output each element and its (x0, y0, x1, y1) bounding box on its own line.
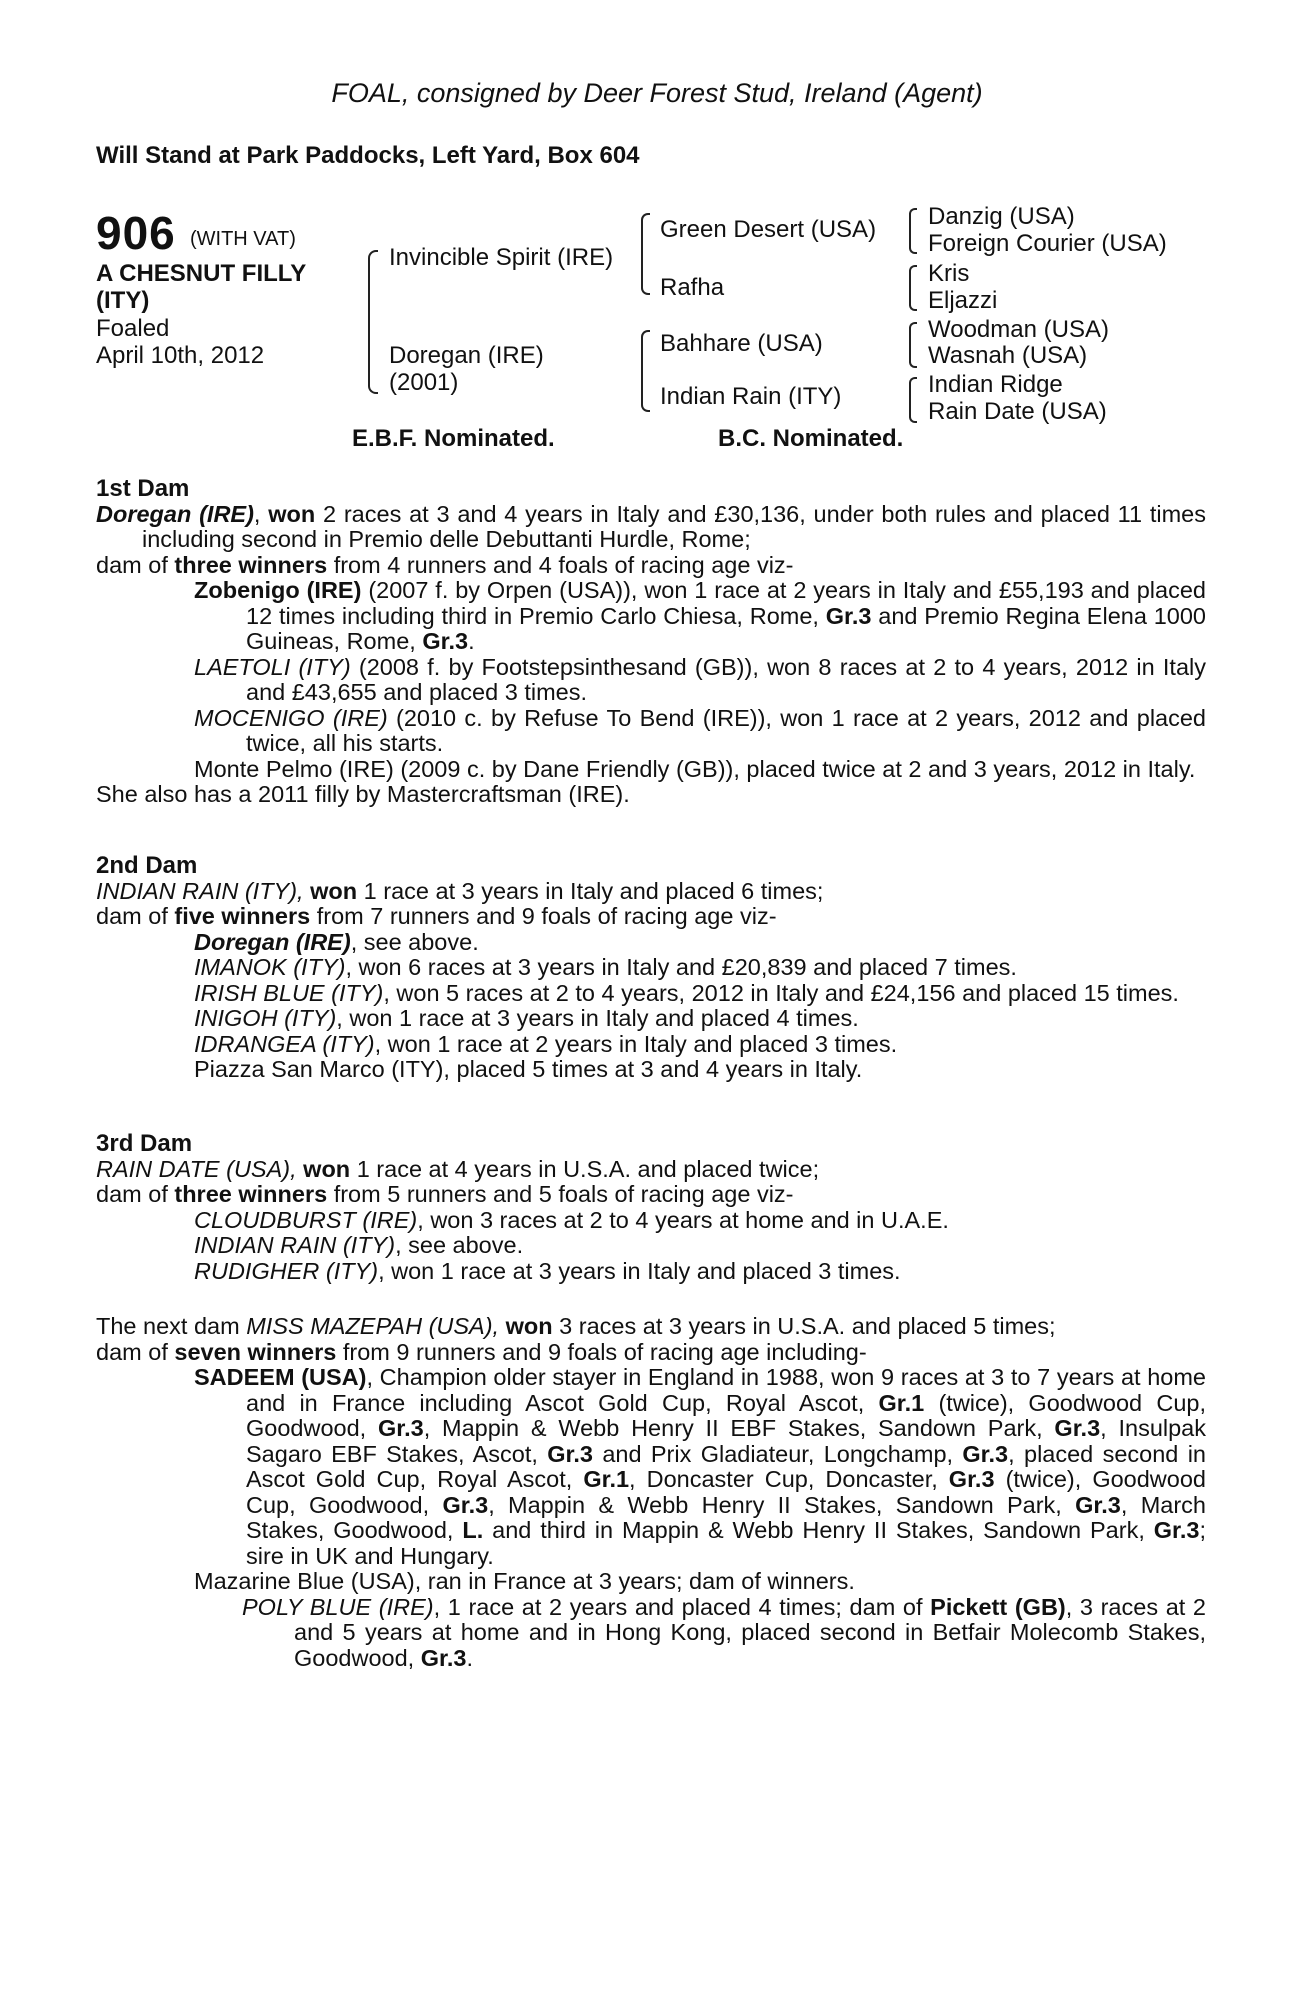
foaled-label: Foaled (96, 315, 170, 342)
vat-label: (WITH VAT) (190, 228, 296, 250)
produce-name: POLY BLUE (IRE) (242, 1593, 434, 1620)
produce-entry: IRISH BLUE (ITY), won 5 races at 2 to 4 years, 2012 in Italy and £24,156 and placed 15 times. (194, 979, 1179, 1006)
dam-name: RAIN DATE (USA), (96, 1155, 297, 1182)
first-dam-section (96, 476, 1206, 808)
pedigree-brace (641, 330, 650, 412)
dam-record: The next dam MISS MAZEPAH (USA), won 3 races at 3 years in U.S.A. and placed 5 times; (96, 1313, 1056, 1339)
produce-name: IRISH BLUE (ITY) (194, 979, 384, 1006)
pedigree-brace (368, 250, 378, 394)
produce-entry: IMANOK (ITY), won 6 races at 3 years in Italy and £20,839 and placed 7 times. (194, 954, 1017, 980)
section-heading: 1st Dam (96, 475, 190, 502)
dam-record: INDIAN RAIN (ITY), won 1 race at 3 years in Italy and placed 6 times; (96, 877, 824, 904)
section-heading: 3rd Dam (96, 1130, 193, 1157)
grand-produce-entry: POLY BLUE (IRE), 1 race at 2 years and placed 4 times; dam of Pickett (GB), 3 races at 2 and 5 years at home and in Hong Kong, placed second in Betfair Molecomb Stakes, Goodwood, Gr.3. (242, 1593, 1207, 1671)
produce-name: INIGOH (ITY) (194, 1005, 337, 1031)
pedigree-sire: Invincible Spirit (IRE) (389, 244, 614, 271)
consignment-line: FOAL, consigned by Deer Forest Stud, Ireland (Agent) (331, 78, 983, 108)
third-dam-section (96, 1131, 1206, 1284)
pedigree-dam-dam: Indian Rain (ITY) (660, 383, 842, 410)
produce-entry: Zobenigo (IRE) (2007 f. by Orpen (USA)), won 1 race at 2 years in Italy and £55,193 and placed 12 times including third in Premio Carlo Chiesa, Rome, Gr.3 and Premio Regina Elena 1000 Guineas, Rome, Gr.3. (194, 577, 1206, 654)
produce-name: Zobenigo (IRE) (194, 577, 362, 603)
produce-entry: RUDIGHER (ITY), won 1 race at 3 years in Italy and placed 3 times. (194, 1257, 901, 1284)
pedigree-brace (909, 265, 917, 311)
lot-breeding-country: (ITY) (96, 287, 150, 314)
record-text: 2 races at 3 and 4 years in Italy and £30,136, under both rules and placed 11 times including second in Premio delle Debuttanti Hurdle, Rome; (142, 500, 1206, 552)
pedigree-g3-2: Foreign Courier (USA) (928, 230, 1167, 257)
produce-name: IDRANGEA (ITY) (194, 1030, 375, 1057)
dam-of-line: dam of seven winners from 9 runners and 9 foals of racing age including- (96, 1338, 867, 1365)
pedigree-brace (909, 377, 917, 423)
produce-entry: CLOUDBURST (IRE), won 3 races at 2 to 4 years at home and in U.A.E. (194, 1206, 949, 1233)
produce-entry: Doregan (IRE), see above. (194, 928, 479, 955)
lot-number: 906 (96, 207, 176, 259)
dam-record: Doregan (IRE), won 2 races at 3 and 4 years in Italy and £30,136, under both rules and placed 11 times including second in Premio delle Debuttanti Hurdle, Rome; (96, 500, 1206, 552)
pedigree-dam-sire: Bahhare (USA) (660, 330, 823, 357)
dam-record: RAIN DATE (USA), won 1 race at 4 years in U.S.A. and placed twice; (96, 1155, 820, 1182)
produce-name: CLOUDBURST (IRE) (194, 1206, 418, 1233)
winners-count: three winners (174, 1181, 328, 1207)
pedigree-g3-1: Danzig (USA) (928, 203, 1075, 230)
produce-name: Doregan (IRE) (194, 928, 351, 955)
produce-name: RUDIGHER (ITY) (194, 1257, 379, 1284)
section-heading: 2nd Dam (96, 852, 198, 879)
produce-entry: SADEEM (USA), Champion older stayer in England in 1988, won 9 races at 3 to 7 years at home and in France including Ascot Gold Cup, Royal Ascot, Gr.1 (twice), Goodwood Cup, Goodwood, Gr.3, Mappin & Webb Henry II EBF Stakes, Sandown Park, Gr.3, Insulpak Sagaro EBF Stakes, Ascot, Gr.3 and Prix Gladiateur, Longchamp, Gr.3, placed second in Ascot Gold Cup, Royal Ascot, Gr.1, Doncaster Cup, Doncaster, Gr.3 (twice), Goodwood Cup, Goodwood, Gr.3, Mappin & Webb Henry II Stakes, Sandown Park, Gr.3, March Stakes, Goodwood, L. and third in Mappin & Webb Henry II Stakes, Sandown Park, Gr.3; sire in UK and Hungary. (194, 1364, 1207, 1569)
pedigree-sire-sire: Green Desert (USA) (660, 216, 877, 243)
pedigree-g3-4: Eljazzi (928, 287, 998, 314)
produce-name: IMANOK (ITY) (194, 954, 346, 980)
produce-name: LAETOLI (ITY) (194, 653, 351, 680)
dam-name: INDIAN RAIN (ITY), (96, 877, 304, 904)
produce-entry: Mazarine Blue (USA), ran in France at 3 years; dam of winners. (194, 1568, 855, 1594)
produce-entry: MOCENIGO (IRE) (2010 c. by Refuse To Bend (IRE)), won 1 race at 2 years, 2012 and placed twice, all his starts. (194, 704, 1206, 756)
pedigree-g3-5: Woodman (USA) (928, 316, 1109, 343)
pedigree-g3-8: Rain Date (USA) (928, 398, 1107, 425)
pedigree-brace (641, 213, 650, 295)
produce-name: INDIAN RAIN (ITY) (194, 1232, 396, 1258)
next-dam-section (96, 1314, 1206, 1671)
pedigree-sire-dam: Rafha (660, 274, 725, 301)
pedigree-dam-year: (2001) (389, 369, 459, 396)
foaled-date: April 10th, 2012 (96, 342, 265, 369)
lot-description: A CHESNUT FILLY (96, 260, 307, 287)
dam-of-line: dam of five winners from 7 runners and 9 foals of racing age viz- (96, 903, 777, 929)
dam-name: Doregan (IRE) (96, 500, 254, 527)
winners-count: five winners (174, 903, 311, 929)
dam-name: MISS MAZEPAH (USA), (246, 1313, 500, 1339)
produce-entry: INIGOH (ITY), won 1 race at 3 years in Italy and placed 4 times. (194, 1005, 859, 1031)
pedigree-dam: Doregan (IRE) (389, 342, 544, 369)
produce-entry: INDIAN RAIN (ITY), see above. (194, 1232, 524, 1258)
winners-count: three winners (174, 551, 328, 578)
dam-of-line: dam of three winners from 4 runners and 4 foals of racing age viz- (96, 551, 794, 578)
dam-of-line: dam of three winners from 5 runners and 5 foals of racing age viz- (96, 1181, 794, 1207)
pedigree-g3-7: Indian Ridge (928, 371, 1063, 398)
pedigree-g3-6: Wasnah (USA) (928, 342, 1088, 369)
produce-name: SADEEM (USA) (194, 1364, 367, 1390)
pedigree-brace (909, 322, 917, 368)
pedigree-brace (909, 208, 917, 254)
winners-count: seven winners (174, 1338, 337, 1365)
produce-entry: Piazza San Marco (ITY), placed 5 times at 3 and 4 years in Italy. (194, 1056, 863, 1082)
bc-nominated: B.C. Nominated. (718, 425, 904, 452)
produce-name: MOCENIGO (IRE) (194, 704, 388, 731)
stand-location: Will Stand at Park Paddocks, Left Yard, Box 604 (96, 142, 640, 169)
produce-entry: LAETOLI (ITY) (2008 f. by Footstepsinthesand (GB)), won 8 races at 2 to 4 years, 2012 in Italy and £43,655 and placed 3 times. (194, 653, 1206, 705)
ebf-nominated: E.B.F. Nominated. (352, 425, 555, 452)
pedigree-g3-3: Kris (928, 260, 970, 287)
produce-entry: IDRANGEA (ITY), won 1 race at 2 years in Italy and placed 3 times. (194, 1030, 898, 1057)
second-dam-section (96, 853, 1206, 1083)
also-line: She also has a 2011 filly by Mastercraftsman (IRE). (96, 781, 630, 807)
won-label: won (268, 500, 316, 527)
produce-entry: Monte Pelmo (IRE) (2009 c. by Dane Friendly (GB)), placed twice at 2 and 3 years, 2012 in Italy. (194, 755, 1196, 782)
